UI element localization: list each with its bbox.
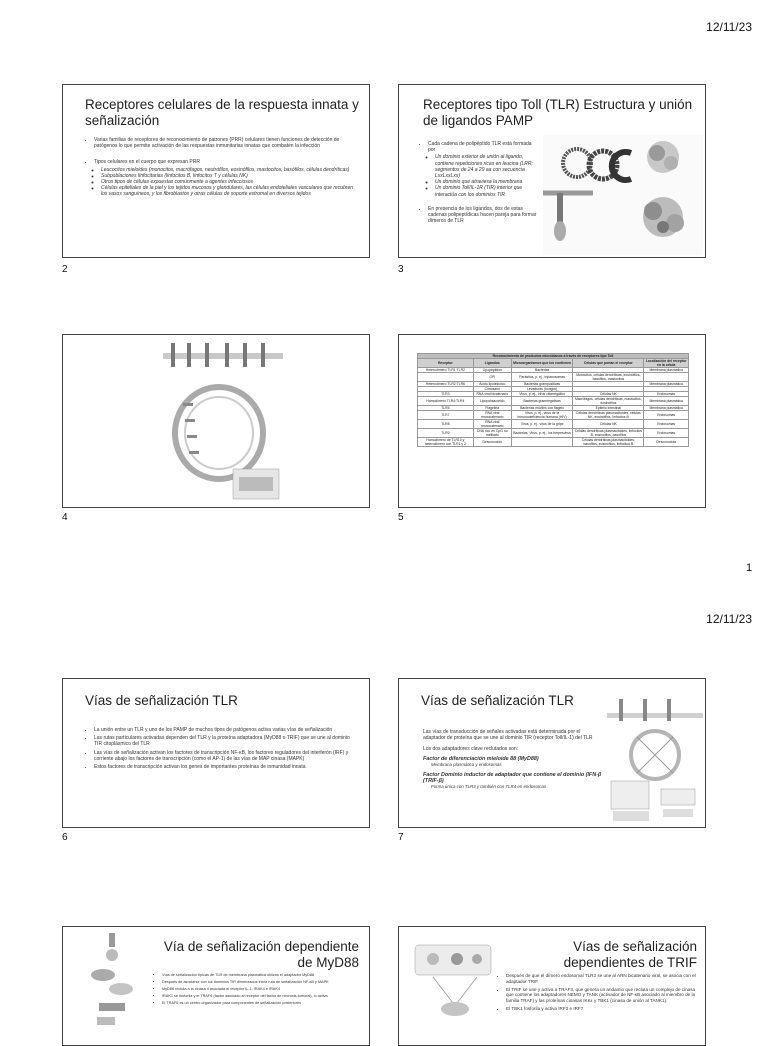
sub-bullet: ◦ Células epiteliales de la piel y los tejidos mucosos y glandulares, las células endoteliales vasculares que recubren los vasos sanguíneos, y los fibroblastos y otras células de soporte estromal en diversos tejidos [101, 185, 357, 197]
adaptor-trif: Factor Dominio inductor de adaptador que contiene el dominio (IFN-β (TRIF-β) [423, 772, 602, 784]
slide-5 [398, 334, 706, 508]
slide-number: 4 [62, 512, 68, 523]
bullet: • MyD88 recluta a la cinasa 4 asociada al receptor IL-1: IRAK4 e IRAK4 [162, 987, 359, 992]
slide-number: 2 [62, 264, 68, 275]
slide-number: 6 [62, 832, 68, 843]
table-caption: Reconocimiento de productos microbianos a través de receptores tipo Toll [418, 354, 689, 359]
slide-body [87, 137, 357, 200]
table-cell: Endosomas [644, 411, 689, 420]
table-cell: RNA viral monocatenario [473, 411, 511, 420]
table-cell: Virus, p. ej., virus de la inmunodeficiencia humana (HIV) [511, 411, 572, 420]
table-cell: DNA rico en CpG no metilado [473, 429, 511, 438]
table-cell: Endosomas [644, 429, 689, 438]
table-cell: Células dendríticas plasmacitoides, basófilos, eosinófilos, linfocitos B [573, 438, 644, 447]
slide-title: Vías de señalización TLR [85, 693, 238, 708]
table-row [418, 397, 689, 406]
table-cell: Ácido lipoteicoico [473, 382, 511, 387]
table-cell: Desconocido [473, 438, 511, 447]
sub-bullet: ◦ Leucocitos mieloides (monocitos, macrófagos, neutrófilos, eosinófilos, mastocitos, basófilos, células dendríticas) [101, 167, 357, 173]
table-cell: Bacterias, Virus, p. ej., los herpesvirus [511, 429, 572, 438]
table-cell: Levaduras (hongos) [511, 387, 572, 392]
table-row [418, 411, 689, 420]
slide-number: 7 [398, 832, 404, 843]
tlr-ligand-table [417, 353, 689, 447]
table-cell: Bacterias gramnegativas [511, 397, 572, 406]
bullet: • Varias familias de receptores de reconocimiento de patrones (PRR) celulares tienen funciones de detección de patógenos lo que permite activación de las respuestas inmunitarias innatas que combaten la infección [94, 137, 357, 149]
table-cell: Células NK [573, 392, 644, 397]
table-header: Microorganismos que los contienen [511, 359, 572, 368]
slide-body [87, 727, 359, 772]
sub-bullet: ◦ Un dominio exterior de unión al ligando, contiene repeticiones ricas en leucina (LRR; segmentos de 24 a 29 aa con secuencia LxxLxxLxx) [435, 154, 539, 179]
bullet: • En presencia de los ligandos, dos de estas cadenas polipeptídicas hacen pareja para formar dímeros de TLR [428, 206, 539, 225]
page-date-top: 12/11/23 [706, 20, 752, 34]
bullet-text: Cada cadena de polipéptido TLR está formada por [428, 141, 532, 154]
table-row [418, 438, 689, 447]
table-cell: Cimosano [473, 387, 511, 392]
bullet: • Después de asociarse con los dominios TIR dimerizados inicia ruta de señalización NF-κB y MAPK [162, 980, 359, 985]
page-number: 1 [746, 562, 753, 574]
bullet: • Las rutas particulares activadas dependen del TLR y la proteína adaptadora (MyD88 o TRIF) que se une al dominio TIR citoplásmico del TLR [94, 735, 359, 747]
bullet: • El TRIF se une y activa a TRAF3, que genera un andamio que recluta un complejo de cinasa que contiene los adaptadores NEMO y TANK (activador de NF-κB asociado al miembro de la familia TRAF) y las proteínas cinasas IKKε y TBK1 (cinasa de unión al TANK1). [506, 987, 699, 1004]
table-cell: Flagelina [473, 406, 511, 411]
table-cell: Virus, p. ej., virus citomegálico [511, 392, 572, 397]
table-cell: Endosomas [644, 392, 689, 397]
table-cell: Membrana plasmática [644, 382, 689, 387]
slide-trif-pathway [398, 926, 706, 1046]
slide-body [421, 141, 539, 226]
slide-body [155, 973, 359, 1008]
bullet [428, 141, 539, 198]
bullet: • El TRAF6 es un centro organizador para componentes de señalización posteriores [162, 1001, 359, 1006]
bullet: • IRAK1 se fosforila y el TRAF6 (factor asociado al receptor del factor de necrosis tumoral), lo activa [162, 994, 359, 999]
table-cell: Lipopolisacárido [473, 397, 511, 406]
bullet-text: Tipos celulares en el cuerpo que expresan PRR [94, 159, 200, 166]
adaptor-note: Membrana plasmática y endosomas [431, 762, 502, 767]
sub-bullet: ◦ Un dominio Toll/IL-1R (TIR) interior que interactúa con los dominios TIR [435, 185, 539, 197]
table-cell: Homodímero de TLR10 y heterodímero con TLR1 y 2 [418, 438, 474, 447]
adaptors-intro: Los dos adaptadores clave reclutados son: [423, 746, 519, 752]
slide-number: 3 [398, 264, 404, 275]
table-cell [644, 373, 689, 382]
table-header: Ligandos [473, 359, 511, 368]
table-cell: Bacterias [511, 368, 572, 373]
table-cell: Desconocida [644, 438, 689, 447]
sub-bullet: ◦ Un dominio que atraviesa la membrana [435, 179, 539, 185]
bullet: • Vías de señalización típicas de TLR de membrana plasmática utilizan el adaptador MyD88 [162, 973, 359, 978]
slide-6 [62, 678, 370, 828]
slide-title: Vías de señalización TLR [421, 693, 574, 708]
sub-bullet: ◦ Subpoblaciones linfocitarias (linfocitos B, linfocitos T y células NK) [101, 173, 357, 179]
table-cell: Macrófagos, células dendríticas, mastocitos, eosinófilos [573, 397, 644, 406]
trif-pathway-diagram [413, 943, 497, 1033]
table-cell: Heterodímero TLR2:TLR6 [418, 382, 474, 387]
slide-7 [398, 678, 706, 828]
slide-myd88-pathway [62, 926, 370, 1046]
table-cell: TLR3 [418, 392, 474, 397]
slide-body [423, 729, 603, 794]
table-cell: Homodímero TLR4:TLR4 [418, 397, 474, 406]
tlr-localization-diagram [163, 341, 283, 503]
table-body [418, 368, 689, 447]
table-cell: Bacterias grampositivas [511, 382, 572, 387]
table-cell: Membrana plasmática [644, 406, 689, 411]
table-header: Localización del receptor en la célula [645, 359, 687, 367]
table-row [418, 420, 689, 429]
intro-text: Las vías de transducción de señales activadas está determinada por el adaptador de proteína que se une al dominio TIR (receptor Toll/IL-1) del TLR [423, 729, 593, 741]
slide-title: Receptores celulares de la respuesta innata y señalización [85, 97, 359, 128]
table-cell: Epitelio intestinal [573, 406, 644, 411]
table-cell: TLR5 [418, 406, 474, 411]
table-cell: Parásitos, p. ej., tripanosomas [511, 373, 572, 382]
table-cell: GPI [473, 373, 511, 382]
slide-title: Vía de señalización dependiente de MyD88 [163, 939, 359, 970]
table-cell: Heterodímero TLR1:TLR2 [418, 368, 474, 373]
table-header: Células que portan el receptor [573, 359, 644, 368]
table-cell: RNA viral monocatenario [473, 420, 511, 429]
table-cell [511, 438, 572, 447]
bullet [94, 159, 357, 197]
bullet: • Las vías de señalización activan los factores de transcripción NF-κB, los factores reguladores del interferón (IRF) y corriente abajo los factores de transcripción (como el AP-1) de las vías de MAP cinasa (MAPK) [94, 750, 359, 762]
table-cell: Bacterias móviles con flagelo [511, 406, 572, 411]
adaptor-note: Forma única con TLR3 y también con TLR4 en endosomas [431, 784, 547, 789]
slide-number: 5 [398, 512, 404, 523]
sub-bullet: ◦ Otros tipos de células expuestas comúnmente a agentes infecciosos [101, 179, 357, 185]
bullet: • La unión entre un TLR y uno de los PAMP de muchos tipos de patógenos activa varias vías de señalización [94, 727, 359, 733]
page-date-top: 12/11/23 [706, 612, 752, 626]
bullet: • Estos factores de transcripción activan los genes de importantes proteínas de inmunidad innata [94, 764, 359, 770]
slide-3 [398, 84, 706, 258]
table-cell: Virus, p. ej., virus de la gripe [511, 420, 572, 429]
table-cell: Lipopéptidos [473, 368, 511, 373]
table-cell: TLR8 [418, 420, 474, 429]
myd88-pathway-diagram [81, 931, 145, 1027]
adaptor-myd88: Factor de diferenciación mieloide 88 (MyD88) [423, 756, 539, 762]
slide-title: Receptores tipo Toll (TLR) Estructura y unión de ligandos PAMP [423, 97, 693, 128]
bullet: • El TBK1 fosforila y activa IRF3 e IRF7 [506, 1006, 699, 1012]
table-cell: Membrana plasmática [644, 397, 689, 406]
tlr-structure-figure [543, 135, 703, 255]
table-row [418, 429, 689, 438]
table-cell: Monocitos, células dendríticas, eosinófilos, basófilos, mastocitos [573, 373, 644, 382]
table-cell [418, 373, 474, 382]
table-cell: TLR7 [418, 411, 474, 420]
slide-4 [62, 334, 370, 508]
bullet: • Después de que el dímero endosomal TLR3 se une al ARN bicatenario viral, se asocia con el adaptador TRIF [506, 973, 699, 985]
table-cell: Células dendríticas plasmacitoides, células NK, eosinófilos, linfocitos B [573, 411, 644, 420]
table-cell: Endosomas [644, 420, 689, 429]
table-cell: Células dendríticas plasmacitoides, linfocitos B, eosinófilos, basófilos [574, 429, 642, 437]
table-cell: TLR9 [418, 429, 474, 438]
slide-title: Vías de señalización dependientes de TRIF [563, 939, 697, 970]
table-cell: RNA viral bicatenario [473, 392, 511, 397]
table-row [418, 373, 689, 382]
table-cell: Membrana plasmática [644, 368, 689, 373]
slide-body [499, 973, 699, 1014]
table-cell: Células NK [573, 420, 644, 429]
table-header: Receptor [418, 359, 474, 368]
tlr-signaling-diagram [607, 697, 703, 825]
slide-2 [62, 84, 370, 258]
